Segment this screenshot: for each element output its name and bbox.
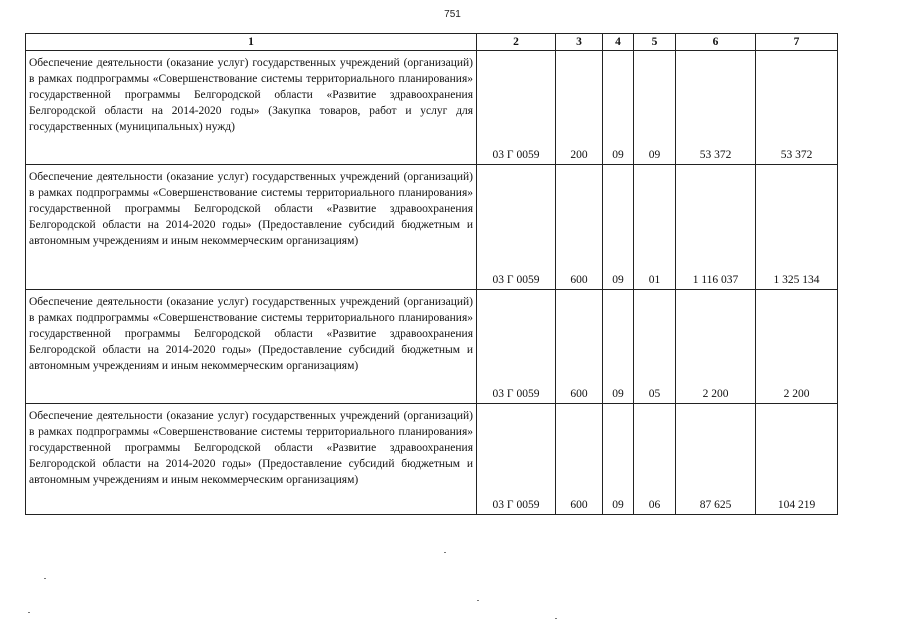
row-code: 03 Г 0059 (477, 404, 556, 515)
header-col-4: 4 (603, 34, 634, 51)
row-code: 03 Г 0059 (477, 290, 556, 404)
row-amount-7: 104 219 (756, 404, 838, 515)
row-expense-type: 200 (556, 51, 603, 165)
page-number: 751 (444, 9, 461, 20)
row-code: 03 Г 0059 (477, 165, 556, 290)
row-section: 09 (603, 404, 634, 515)
row-subsection: 06 (634, 404, 676, 515)
row-amount-6: 2 200 (676, 290, 756, 404)
header-col-1: 1 (26, 34, 477, 51)
header-col-7: 7 (756, 34, 838, 51)
header-col-3: 3 (556, 34, 603, 51)
row-description: Обеспечение деятельности (оказание услуг) государственных учреждений (организаций) в рамках подпрограммы «Совершенствование системы территориального планирования» государственной программы Белгородской области «Развитие здравоохранения Белгородской области на 2014-2020 годы» (Предоставление субсидий бюджетным и автономным учреждениям и иным некоммерческим организациям) (26, 290, 477, 404)
header-col-6: 6 (676, 34, 756, 51)
scan-speck (44, 578, 46, 579)
row-subsection: 05 (634, 290, 676, 404)
header-row (26, 34, 838, 51)
budget-table (25, 33, 838, 515)
scan-speck (28, 612, 30, 613)
row-code: 03 Г 0059 (477, 51, 556, 165)
header-col-2: 2 (477, 34, 556, 51)
table-row (26, 51, 838, 165)
scan-speck (555, 618, 557, 619)
row-amount-6: 53 372 (676, 51, 756, 165)
row-amount-7: 1 325 134 (756, 165, 838, 290)
row-subsection: 01 (634, 165, 676, 290)
row-description: Обеспечение деятельности (оказание услуг) государственных учреждений (организаций) в рамках подпрограммы «Совершенствование системы территориального планирования» государственной программы Белгородской области «Развитие здравоохранения Белгородской области на 2014-2020 годы» (Предоставление субсидий бюджетным и автономным учреждениям и иным некоммерческим организациям) (26, 404, 477, 515)
row-amount-7: 2 200 (756, 290, 838, 404)
row-expense-type: 600 (556, 404, 603, 515)
row-amount-6: 87 625 (676, 404, 756, 515)
header-col-5: 5 (634, 34, 676, 51)
row-description: Обеспечение деятельности (оказание услуг) государственных учреждений (организаций) в рамках подпрограммы «Совершенствование системы территориального планирования» государственной программы Белгородской области «Развитие здравоохранения Белгородской области на 2014-2020 годы» (Предоставление субсидий бюджетным и автономным учреждениям и иным некоммерческим организациям) (26, 165, 477, 290)
row-section: 09 (603, 51, 634, 165)
row-description: Обеспечение деятельности (оказание услуг) государственных учреждений (организаций) в рамках подпрограммы «Совершенствование системы территориального планирования» государственной программы Белгородской области «Развитие здравоохранения Белгородской области на 2014-2020 годы» (Закупка товаров, работ и услуг для государственных (муниципальных) нужд) (26, 51, 477, 165)
row-amount-7: 53 372 (756, 51, 838, 165)
row-section: 09 (603, 165, 634, 290)
table-row (26, 165, 838, 290)
row-subsection: 09 (634, 51, 676, 165)
row-expense-type: 600 (556, 290, 603, 404)
table-row (26, 290, 838, 404)
row-section: 09 (603, 290, 634, 404)
table-row (26, 404, 838, 515)
scan-speck (477, 600, 479, 601)
row-amount-6: 1 116 037 (676, 165, 756, 290)
scan-speck (444, 552, 446, 553)
row-expense-type: 600 (556, 165, 603, 290)
